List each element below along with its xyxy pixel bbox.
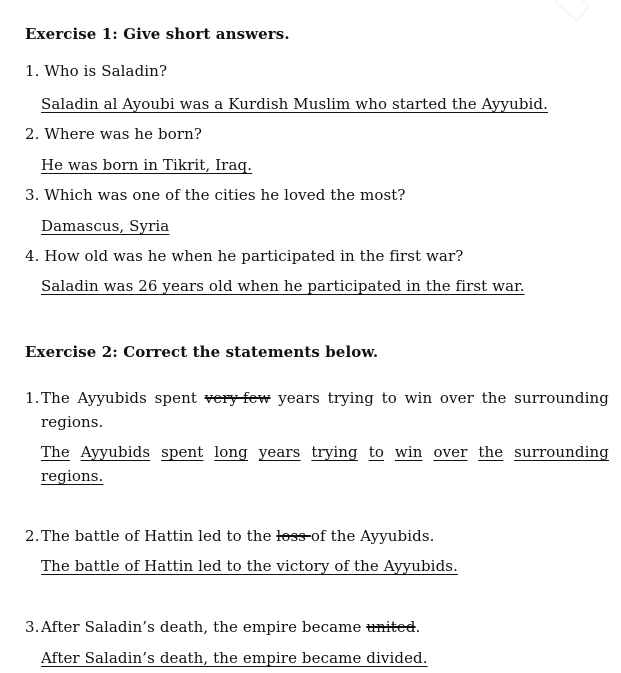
ex2-s3-before: After Saladin’s death, the empire became (41, 618, 367, 636)
ex2-s3-after: . (415, 618, 421, 636)
ex2-s1-word: The (41, 389, 70, 407)
watermark-stamp (554, 0, 590, 21)
ex2-c1-word: trying (311, 443, 358, 461)
ex1-answer-4: Saladin was 26 years old when he participated in the first war. (41, 277, 525, 295)
ex2-c1-word: over (433, 443, 468, 461)
ex2-s1-word: the (481, 389, 507, 407)
ex2-s1-word: to (381, 389, 397, 407)
exercise-1-heading: Exercise 1: Give short answers. (25, 25, 290, 43)
ex2-s3-struck-text: united (366, 618, 416, 636)
ex1-answer-3: Damascus, Syria (41, 217, 170, 235)
exercise-2-heading: Exercise 2: Correct the statements below. (25, 343, 379, 361)
ex2-c1-word: win (394, 443, 423, 461)
ex1-question-3: 3. Which was one of the cities he loved the most? (25, 186, 406, 204)
ex2-s2-before: The battle of Hattin led to the (41, 527, 277, 545)
ex2-c1-word: The (41, 443, 70, 461)
ex2-c1-word: the (478, 443, 504, 461)
ex1-question-2: 2. Where was he born? (25, 125, 203, 143)
ex2-correction-1-line2: regions. (41, 467, 104, 485)
ex2-s1-word: win (404, 389, 433, 407)
ex2-s1-word: years (278, 389, 320, 407)
ex2-c1-word: surrounding (514, 443, 609, 461)
ex1-question-1: 1. Who is Saladin? (25, 62, 168, 80)
ex2-c1-word: to (368, 443, 384, 461)
ex2-item-2-number: 2. (25, 527, 40, 545)
ex2-statement-1-line2: regions. (41, 413, 104, 431)
ex2-s1-struck-text: very few (204, 389, 271, 407)
ex2-item-3-number: 3. (25, 618, 40, 636)
ex1-answer-2: He was born in Tikrit, Iraq. (41, 156, 253, 174)
ex2-s1-word: surrounding (514, 389, 609, 407)
ex2-c1-word: long (214, 443, 248, 461)
ex2-statement-2 (41, 526, 435, 546)
ex1-answer-1: Saladin al Ayoubi was a Kurdish Muslim who started the Ayyubid. (41, 95, 548, 113)
ex2-s2-struck-text: loss (276, 527, 311, 545)
ex2-correction-2: The battle of Hattin led to the victory of the Ayyubids. (41, 557, 458, 575)
ex2-c1-word: spent (161, 443, 204, 461)
ex2-s1-word: Ayyubids (77, 389, 147, 407)
ex2-correction-3: After Saladin’s death, the empire became divided. (41, 649, 428, 667)
ex2-statement-3 (41, 617, 420, 637)
ex1-question-4: 4. How old was he when he participated in the first war? (25, 247, 464, 265)
ex2-statement-1-line1 (41, 388, 609, 408)
ex2-s1-word: spent (154, 389, 197, 407)
ex2-s2-after: of the Ayyubids. (310, 527, 435, 545)
ex2-s1-word: over (439, 389, 474, 407)
ex2-c1-word: years (258, 443, 301, 461)
ex2-correction-1-line1 (41, 442, 609, 462)
ex2-item-1-number: 1. (25, 389, 40, 407)
ex2-s1-word: trying (327, 389, 374, 407)
ex2-c1-word: Ayyubids (80, 443, 151, 461)
